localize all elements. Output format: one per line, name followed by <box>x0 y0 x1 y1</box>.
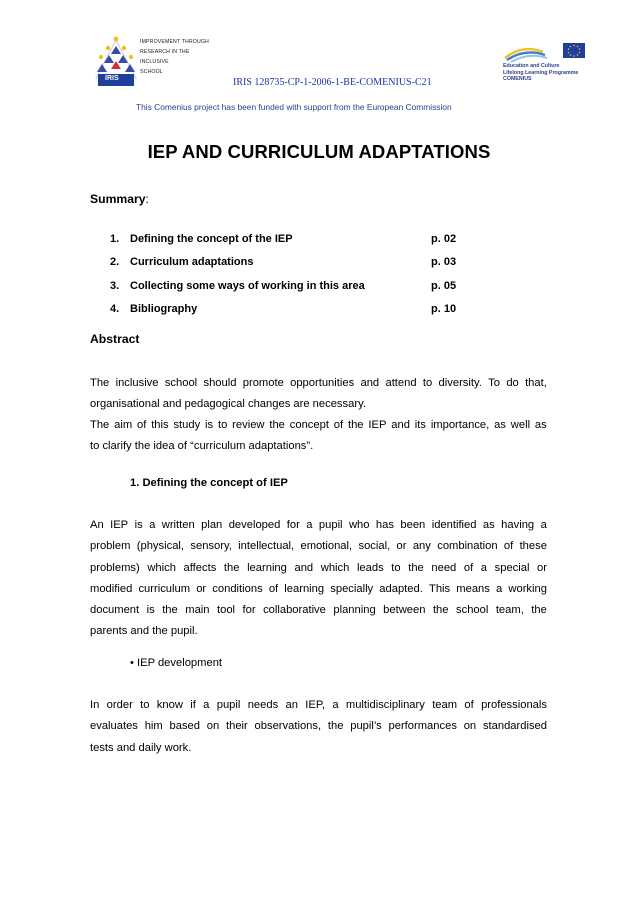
word: the <box>162 604 178 617</box>
justified-line <box>90 373 547 394</box>
word: if <box>190 699 196 711</box>
toc-item <box>110 233 470 256</box>
word: is <box>205 419 214 431</box>
text-line <box>90 579 547 600</box>
word: the <box>531 604 547 617</box>
toc-title: Collecting some ways of working in this area <box>130 279 365 292</box>
iris-logo <box>90 34 209 90</box>
word: of <box>333 419 344 431</box>
word: or <box>196 582 207 595</box>
word: the <box>432 604 449 617</box>
text-line <box>90 536 547 557</box>
word: IEP <box>368 419 387 431</box>
word: specially <box>330 582 374 595</box>
word: developed <box>228 519 281 531</box>
word: has <box>375 519 394 531</box>
text-line: parents and the pupil. <box>90 625 198 638</box>
word: of <box>464 699 474 711</box>
word: emotional, <box>300 540 353 553</box>
word: for <box>286 519 300 531</box>
word: sensory, <box>190 540 232 553</box>
word: a <box>203 699 210 711</box>
word: IEP, <box>305 699 325 711</box>
project-id: IRIS 128735-CP-1-2006-1-BE-COMENIUS-C21 <box>233 77 432 88</box>
word: a <box>480 561 488 574</box>
word: planning <box>333 604 376 617</box>
eu-programme-line: COMENIUS <box>503 76 532 83</box>
word: well <box>510 419 531 431</box>
eu-programme-line: Lifelong Learning Programme <box>503 69 579 76</box>
justified-line <box>90 415 547 436</box>
word: promote <box>242 377 284 389</box>
word: and <box>294 561 314 574</box>
word: between <box>383 604 426 617</box>
word: the <box>408 561 424 574</box>
word: or <box>537 561 547 574</box>
word: as <box>494 419 506 431</box>
word: attend <box>385 377 417 389</box>
word: conditions <box>212 582 263 595</box>
word: of <box>137 419 147 431</box>
word: combination <box>437 540 498 553</box>
word: adapted. <box>379 582 423 595</box>
word: these <box>519 540 547 553</box>
word: performances <box>388 720 457 733</box>
word: opportunities <box>290 377 355 389</box>
word: for <box>242 604 256 617</box>
toc-page: p. 02 <box>431 233 457 245</box>
word: professionals <box>481 699 547 711</box>
word: the <box>347 419 364 431</box>
toc-page: p. 03 <box>431 256 457 269</box>
eu-programme-text <box>503 63 578 83</box>
word: a <box>540 519 547 531</box>
summary-label-text: Summary <box>90 192 146 206</box>
word: tool <box>216 604 236 617</box>
justified-line <box>90 536 547 557</box>
justified-line <box>90 515 547 536</box>
word: concept <box>289 419 329 431</box>
word: the <box>327 720 344 733</box>
word: This <box>429 582 451 595</box>
toc-item <box>110 303 470 326</box>
word: the <box>269 419 285 431</box>
word: a <box>306 519 313 531</box>
word: and <box>391 419 410 431</box>
word: order <box>106 699 133 711</box>
text-line <box>90 558 547 579</box>
iris-logo-text <box>140 37 209 77</box>
word: written <box>161 519 195 531</box>
word: having <box>501 519 535 531</box>
eu-comenius-logo <box>503 40 593 90</box>
word: on <box>206 720 220 733</box>
text-line <box>90 515 547 536</box>
word: as <box>534 419 547 431</box>
eu-flag-icon <box>503 40 593 64</box>
word: pupil’s <box>350 720 382 733</box>
word: document <box>90 604 140 617</box>
word: pupil <box>318 519 343 531</box>
word: as <box>482 519 495 531</box>
word: means <box>456 582 490 595</box>
word: (physical, <box>136 540 185 553</box>
word: An <box>90 519 104 531</box>
text-line <box>90 373 547 394</box>
text-line <box>90 415 547 436</box>
word: inclusive <box>115 377 159 389</box>
word: The <box>90 377 110 389</box>
word: that, <box>525 377 547 389</box>
justified-line <box>90 600 547 621</box>
word: based <box>169 720 200 733</box>
word: do <box>506 377 519 389</box>
word: team, <box>495 604 524 617</box>
word: is <box>134 519 143 531</box>
word: him <box>144 720 163 733</box>
document-title: IEP AND CURRICULUM ADAPTATIONS <box>147 141 491 162</box>
iris-logo-line: IMPROVEMENT THROUGH <box>140 39 209 45</box>
toc-number: 1. <box>110 233 120 245</box>
word: of <box>503 540 514 553</box>
word: to <box>422 377 433 389</box>
word: learning <box>247 561 287 574</box>
word: special <box>494 561 530 574</box>
word: standardised <box>482 720 547 733</box>
summary-colon: : <box>145 192 149 206</box>
word: this <box>151 419 169 431</box>
word: an <box>285 699 298 711</box>
word: school <box>164 377 198 389</box>
toc-item <box>110 256 470 279</box>
justified-line <box>90 558 547 579</box>
toc-page: p. 10 <box>431 302 457 315</box>
toc-title: Defining the concept of the IEP <box>130 233 293 245</box>
word: know <box>156 699 183 711</box>
abstract-heading: Abstract <box>90 332 140 346</box>
word: leads <box>356 561 384 574</box>
word: of <box>463 561 474 574</box>
text-line <box>90 695 547 716</box>
word: collaborative <box>263 604 326 617</box>
toc-title: Bibliography <box>130 302 198 315</box>
word: importance, <box>430 419 490 431</box>
eu-programme-line: Education and Culture <box>503 63 560 69</box>
word: observations, <box>254 720 322 733</box>
text-line: to clarify the idea of “curriculum adaptations”. <box>90 440 314 453</box>
word: multidisciplinary <box>345 699 425 711</box>
justified-line <box>90 695 547 716</box>
word: a <box>496 582 503 595</box>
word: of <box>268 582 279 595</box>
toc-number: 2. <box>110 256 120 269</box>
justified-line <box>90 579 547 600</box>
word: their <box>226 720 248 733</box>
justified-line <box>90 716 547 737</box>
word: plan <box>201 519 223 531</box>
word: been <box>400 519 426 531</box>
section-1-paragraph <box>90 515 547 643</box>
iris-logo-line: SCHOOL <box>140 69 163 75</box>
word: affects <box>183 561 217 574</box>
word: school <box>456 604 489 617</box>
word: To <box>488 377 500 389</box>
toc-number: 4. <box>110 302 120 315</box>
text-line: tests and daily work. <box>90 741 192 754</box>
funding-note: This Comenius project has been funded with support from the European Commission <box>136 102 452 112</box>
word: pupil <box>216 699 241 711</box>
summary-label <box>90 192 149 206</box>
word: which <box>320 561 350 574</box>
word: problems) <box>90 561 140 574</box>
word: is <box>146 604 155 617</box>
word: intellectual, <box>238 540 295 553</box>
word: on <box>463 720 477 733</box>
text-line <box>90 716 547 737</box>
iris-badge-text: IRIS <box>105 75 119 82</box>
word: a <box>332 699 339 711</box>
toc-number: 3. <box>110 279 120 292</box>
word: learning <box>284 582 325 595</box>
word: and <box>360 377 380 389</box>
text-line: organisational and pedagogical changes are necessary. <box>90 398 366 411</box>
word: problem <box>90 540 131 553</box>
text-line <box>90 600 547 621</box>
iep-development-heading: • IEP development <box>130 657 223 669</box>
word: or <box>396 540 407 553</box>
word: curriculum <box>138 582 191 595</box>
toc-item <box>110 280 470 303</box>
word: identified <box>431 519 477 531</box>
word: modified <box>90 582 133 595</box>
word: team <box>432 699 458 711</box>
toc-page: p. 05 <box>431 279 457 292</box>
word: should <box>203 377 237 389</box>
word: needs <box>247 699 279 711</box>
word: its <box>414 419 426 431</box>
word: IEP <box>110 519 129 531</box>
word: main <box>185 604 210 617</box>
word: social, <box>358 540 391 553</box>
word: the <box>223 561 240 574</box>
word: who <box>348 519 370 531</box>
iris-logo-line: INCLUSIVE <box>140 59 169 65</box>
word: to <box>391 561 401 574</box>
abstract-paragraph-1 <box>90 373 547 416</box>
word: diversity. <box>438 377 482 389</box>
word: to <box>140 699 150 711</box>
word: study <box>173 419 201 431</box>
word: any <box>412 540 431 553</box>
word: need <box>431 561 457 574</box>
word: evaluates <box>90 720 138 733</box>
word: which <box>147 561 176 574</box>
toc-title: Curriculum adaptations <box>130 256 254 269</box>
section-1-heading: 1. Defining the concept of IEP <box>130 477 288 489</box>
word: The <box>90 419 110 431</box>
abstract-paragraph-2 <box>90 415 547 458</box>
word: working <box>508 582 547 595</box>
word: to <box>217 419 228 431</box>
table-of-contents <box>110 233 470 326</box>
word: review <box>232 419 265 431</box>
word: aim <box>114 419 133 431</box>
iris-logo-line: RESEARCH IN THE <box>140 49 190 55</box>
word: In <box>90 699 100 711</box>
iep-development-paragraph <box>90 695 547 759</box>
word: a <box>149 519 156 531</box>
